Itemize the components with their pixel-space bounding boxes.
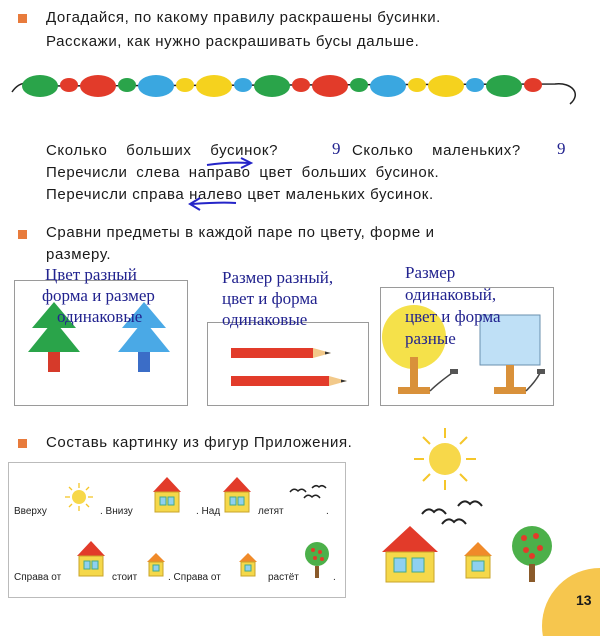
medium-house-icon <box>462 540 494 580</box>
note-pencils: Размер разный, цвет и форма одинаковые <box>222 268 334 329</box>
large-bead <box>370 75 406 97</box>
large-house-icon <box>380 524 440 584</box>
small-bead <box>350 78 368 92</box>
small-bead <box>524 78 542 92</box>
sentence2-part-c: . Справа от <box>168 572 221 583</box>
large-bead <box>312 75 348 97</box>
large-bead <box>428 75 464 97</box>
sentence1-part-e: . <box>326 506 329 517</box>
large-bead <box>80 75 116 97</box>
sentence2-part-a: Справа от <box>14 572 62 583</box>
task1-question-3: Перечисли справа налево цвет маленьких бусинок. <box>46 186 434 203</box>
arrow-right-icon <box>205 157 265 177</box>
small-sun-icon <box>64 482 94 512</box>
sun-icon <box>410 424 480 494</box>
sentence1-part-c: . Над <box>196 506 221 517</box>
small-tree-icon <box>304 540 330 580</box>
small-bead <box>292 78 310 92</box>
small-bead <box>466 78 484 92</box>
page-number: 13 <box>576 592 592 608</box>
task1-line1: Догадайся, по какому правилу раскрашены бусинки. <box>46 9 441 26</box>
sentence1-part-d: летят <box>258 506 284 517</box>
tiny-house-icon <box>146 552 166 580</box>
large-bead <box>254 75 290 97</box>
task3-line1: Составь картинку из фигур Приложения. <box>46 434 353 451</box>
arrow-left-icon <box>186 196 246 216</box>
small-bead <box>118 78 136 92</box>
task1-question-1a: Сколько больших бусинок? <box>46 142 279 159</box>
small-bead <box>408 78 426 92</box>
large-bead <box>196 75 232 97</box>
task-bullet <box>18 14 27 23</box>
small-bead <box>234 78 252 92</box>
note-lamps: Размер одинаковый, цвет и форма разные <box>405 263 501 348</box>
answer-large-count: 9 <box>332 139 341 158</box>
small-house-icon <box>222 476 252 516</box>
sentence1-part-a: Вверху <box>14 506 47 517</box>
small-bead <box>176 78 194 92</box>
task-bullet <box>18 439 27 448</box>
pencils-illustration <box>207 322 367 404</box>
task1-line2: Расскажи, как нужно раскрашивать бусы дальше. <box>46 33 420 50</box>
sentence1-part-b: . Внизу <box>100 506 133 517</box>
answer-small-count: 9 <box>557 139 566 158</box>
large-bead <box>138 75 174 97</box>
note-trees: Цвет разный форма и размер одинаковые <box>42 265 155 326</box>
task1-question-1b: Сколько маленьких? <box>352 142 521 159</box>
small-house-icon <box>152 476 182 516</box>
sentence2-part-d: растёт <box>268 572 299 583</box>
small-house-icon <box>76 540 106 580</box>
task-bullet <box>18 230 27 239</box>
sentence2-part-e: . <box>333 572 336 583</box>
tiny-house-icon <box>238 552 258 580</box>
small-bead <box>60 78 78 92</box>
large-bead <box>22 75 58 97</box>
large-bead <box>486 75 522 97</box>
task1-question-2: Перечисли слева направо цвет больших бусинок. <box>46 164 440 181</box>
task2-line2: размеру. <box>46 246 112 263</box>
task2-line1: Сравни предметы в каждой паре по цвету, форме и <box>46 224 435 241</box>
sentence2-part-b: стоит <box>112 572 138 583</box>
birds-icon <box>288 484 328 504</box>
